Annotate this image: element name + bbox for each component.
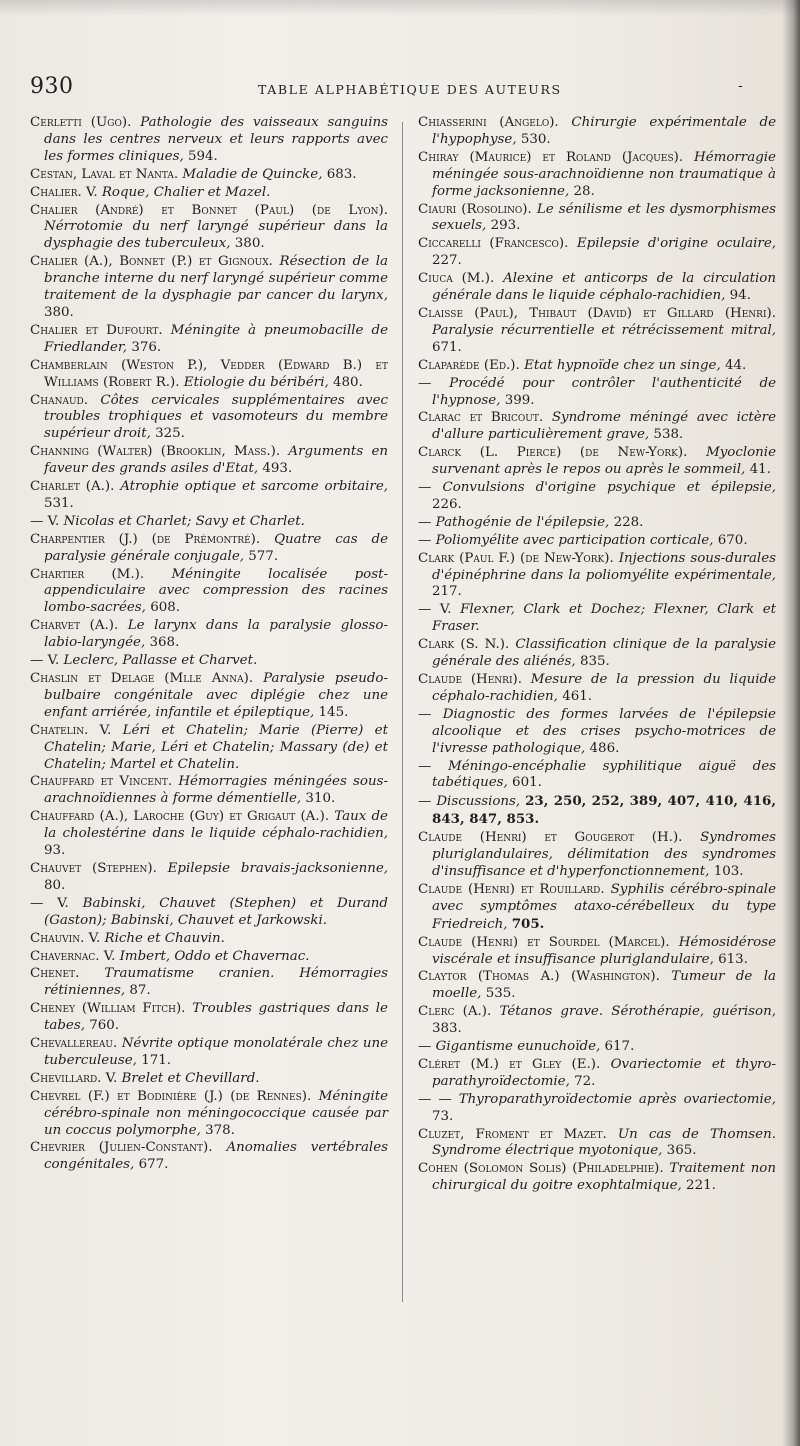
page-number: 930 [30, 74, 74, 99]
author-name: Chauvet (Stephen). [30, 860, 157, 876]
author-name: Chalier (André) et Bonnet (Paul) (de Lyon). [30, 202, 388, 218]
author-name: Chevrel (F.) et Bodinière (J.) (de Rennes). [30, 1088, 312, 1104]
work-title: Névrite optique monolatérale chez une tuberculeuse, [44, 1036, 388, 1068]
index-entry [30, 966, 388, 1000]
page-reference: 677. [138, 1157, 169, 1173]
work-title: Léri et Chatelin; Marie (Pierre) et Chatelin; Marie, Léri et Chatelin; Massary (de) et Chatelin; Martel et Chatelin. [44, 722, 388, 772]
index-entry [418, 1057, 776, 1091]
author-name: — [418, 514, 432, 530]
work-title: Syndrome méningé avec ictère d'allure particulièrement grave, [432, 410, 776, 443]
index-entry [30, 115, 388, 166]
index-entry [30, 358, 388, 392]
author-name: Chaslin et Delage (Mlle Anna). [30, 671, 254, 686]
header-marker: - [738, 78, 743, 94]
work-title: Poliomyélite avec participation corticale, [435, 532, 714, 548]
page-reference: 103. [713, 863, 744, 879]
author-name: — [418, 480, 432, 496]
page-reference: 93. [44, 843, 66, 859]
index-entry [30, 1036, 388, 1070]
work-title: Paralysie pseudo-bulbaire congénitale avec diplégie chez une enfant arriérée, infantile et épileptique, [44, 671, 388, 720]
author-name: Claparède (Ed.). [418, 357, 520, 373]
page-reference: 217. [432, 584, 462, 600]
work-title: Traitement non chirurgical du goitre exophtalmique, [432, 1161, 776, 1194]
index-entry [418, 445, 776, 479]
work-title: Arguments en faveur des grands asiles d'Etat, [44, 444, 388, 477]
work-title: Traumatisme cranien. Hémorragies rétiniennes, [44, 966, 389, 999]
index-entry [418, 1039, 776, 1056]
work-title: Classification clinique de la paralysie générale des aliénés, [432, 637, 776, 670]
work-title: Paralysie récurrentielle et rétrécissement mitral, [432, 322, 776, 338]
work-title: Syndromes pluriglandulaires, délimitation des syndromes d'insuffisance et d'hyperfonctionnement, [432, 830, 777, 879]
index-entry [30, 532, 388, 566]
index-entry [30, 479, 388, 513]
index-entry [30, 1071, 388, 1088]
index-entry [418, 551, 776, 602]
author-name: Chalier (A.), Bonnet (P.) et Gignoux. [30, 254, 273, 270]
index-entry [418, 410, 776, 444]
author-name: — — [418, 1091, 452, 1107]
page-reference: 376. [131, 339, 162, 355]
index-entry [30, 444, 388, 478]
index-entry [30, 514, 388, 531]
author-name: Ciccarelli (Francesco). [418, 236, 569, 252]
column-divider [402, 122, 403, 1302]
index-entry [418, 1004, 776, 1038]
author-name: Chatelin. V. [30, 722, 112, 738]
work-title: Epilepsie d'origine oculaire, [576, 236, 777, 252]
work-title: Injections sous-durales d'épinéphrine dans la poliomyélite expérimentale, [432, 550, 776, 583]
page-binding-edge [782, 0, 800, 1446]
author-name: — [418, 706, 432, 722]
work-title: Troubles gastriques dans le tabes, [44, 1001, 388, 1034]
index-entry [30, 653, 388, 670]
author-name: Cluzet, Froment et Mazet. [418, 1126, 607, 1142]
page-reference: 835. [579, 654, 610, 670]
index-entry [30, 203, 388, 254]
page-reference: 530. [520, 131, 551, 147]
index-entry [30, 618, 388, 652]
work-title: Chirurgie expérimentale de l'hypophyse, [432, 115, 777, 147]
author-name: Charvet (A.). [30, 618, 119, 634]
work-title: Ovariectomie et thyro-parathyroïdectomie, [432, 1056, 777, 1089]
index-entry [418, 515, 776, 532]
author-name: Clark (Paul F.) (de New-York). [418, 550, 614, 566]
work-title: Roque, Chalier et Mazel. [101, 184, 271, 200]
work-title: Résection de la branche interne du nerf laryngé supérieur comme traitement de la dysphagie par cancer du larynx, [44, 254, 388, 304]
index-entry [30, 723, 388, 774]
author-name: Charlet (A.). [30, 479, 115, 495]
author-name: Claisse (Paul), Thibaut (David) et Gillard (Henri). [418, 305, 776, 321]
page-reference: 368. [149, 635, 180, 651]
page-reference: 380. [44, 304, 74, 320]
author-name: Claude (Henri) et Gougerot (H.). [418, 830, 683, 846]
page-reference: 683. [326, 166, 357, 182]
page-reference: 325. [155, 426, 185, 442]
author-name: Chauvin. V. [30, 930, 101, 946]
left-column [30, 115, 388, 1175]
work-title: Brelet et Chevillard. [121, 1070, 260, 1086]
page-reference: 365. [666, 1143, 697, 1159]
author-name: Clarac et Bricout. [418, 410, 544, 426]
index-entry [418, 480, 776, 514]
author-name: Cerletti (Ugo). [30, 115, 132, 130]
work-title: Imbert, Oddo et Chavernac. [119, 948, 310, 964]
work-title: Thyroparathyroïdectomie après ovariectomie, [458, 1091, 776, 1107]
author-name: — [418, 758, 432, 774]
index-entry [418, 935, 776, 969]
index-entry [30, 774, 388, 808]
index-entry [418, 236, 776, 270]
work-title: Epilepsie bravais-jacksonienne, [167, 860, 388, 876]
work-title: Méningite cérébro-spinale non méningococcique causée par un coccus polymorphe, [44, 1088, 388, 1138]
work-title: Anomalies vertébrales congénitales, [44, 1140, 389, 1173]
work-title: Hémosidérose viscérale et insuffisance pluriglandulaire, [432, 934, 776, 967]
page-reference: 227. [432, 253, 462, 269]
author-name: — [418, 1039, 432, 1055]
page-reference: 601. [512, 775, 542, 791]
page-reference: 226. [432, 496, 462, 512]
index-entry [30, 931, 388, 948]
page-reference: 44. [724, 357, 747, 373]
page-reference: 221. [686, 1178, 716, 1194]
work-title: Discussions, [436, 794, 521, 810]
work-title: Taux de la cholestérine dans le liquide céphalo-rachidien, [44, 809, 388, 842]
index-entry [30, 896, 388, 930]
index-entry [418, 202, 776, 236]
page-reference: 705. [511, 915, 545, 932]
index-entry [30, 671, 388, 722]
author-name: Chauffard (A.), Laroche (Guy) et Grigaut (A.). [30, 809, 330, 825]
author-name: Chenet. [30, 966, 80, 982]
index-entry [418, 1161, 776, 1195]
index-entry [418, 637, 776, 671]
author-name: Claude (Henri) et Rouillard. [418, 881, 605, 897]
work-title: Flexner, Clark et Dochez; Flexner, Clark et Fraser. [432, 602, 776, 635]
index-entry [418, 1127, 776, 1161]
author-name: — V. [418, 602, 452, 618]
author-name: Cléret (M.) et Gley (E.). [418, 1056, 601, 1072]
author-name: Cohen (Solomon Solis) (Philadelphie). [418, 1161, 664, 1177]
page-reference: 531. [44, 495, 74, 511]
page-reference: 73. [432, 1108, 454, 1124]
author-name: Chevrier (Julien-Constant). [30, 1140, 213, 1156]
page-reference: 608. [150, 600, 181, 616]
index-entry [30, 861, 388, 895]
work-title: Babinski, Chauvet (Stephen) et Durand (Gaston); Babinski, Chauvet et Jarkowski. [44, 895, 388, 928]
page-reference: 72. [574, 1073, 596, 1089]
page-reference: 493. [262, 461, 293, 477]
author-name: Claytor (Thomas A.) (Washington). [418, 969, 660, 985]
index-entry [418, 533, 776, 550]
work-title: Quatre cas de paralysie générale conjugale, [44, 531, 388, 564]
index-entry [30, 809, 388, 860]
page-reference: 671. [432, 339, 462, 355]
page-reference: 461. [562, 688, 593, 704]
author-name: Charpentier (J.) (de Prémontré). [30, 531, 261, 547]
work-title: Maladie de Quincke, [182, 166, 323, 182]
page-reference: 577. [248, 548, 279, 564]
work-title: Côtes cervicales supplémentaires avec troubles trophiques et vasomoteurs du membre supérieur droit, [44, 392, 388, 442]
author-name: — V. [30, 895, 69, 911]
author-name: Cheney (William Fitch). [30, 1001, 186, 1017]
work-title: Méningite localisée post-appendiculaire avec compression des racines lombo-sacrées, [44, 566, 388, 616]
work-title: Tumeur de la moelle, [432, 969, 776, 1002]
index-entry [418, 672, 776, 706]
work-title: Etiologie du béribéri, [183, 374, 329, 390]
work-title: Nérrotomie du nerf laryngé supérieur dans la dysphagie des tuberculeux, [44, 219, 388, 252]
page-reference: 760. [89, 1018, 120, 1034]
author-name: Claude (Henri) et Sourdel (Marcel). [418, 934, 670, 950]
work-title: Syphilis cérébro-spinale avec symptômes ataxo-cérébelleux du type Friedreich, [432, 881, 777, 932]
index-entry [30, 567, 388, 618]
index-entry [418, 602, 776, 636]
work-title: Mesure de la pression du liquide céphalo-rachidien, [432, 672, 776, 704]
page-reference: 145. [318, 704, 349, 720]
author-name: Chavernac. V. [30, 948, 116, 964]
author-name: — [418, 794, 432, 810]
page-reference: 380. [234, 236, 265, 252]
page-top-shadow [0, 0, 800, 16]
work-title: Alexine et anticorps de la circulation générale dans le liquide céphalo-rachidien, [432, 271, 776, 304]
running-title: TABLE ALPHABÉTIQUE DES AUTEURS [258, 82, 562, 97]
page-reference: 28. [573, 183, 595, 199]
page-reference: 80. [44, 877, 66, 893]
work-title: Procédé pour contrôler l'authenticité de l'hypnose, [432, 375, 776, 408]
index-entry [418, 793, 776, 829]
work-title: Leclerc, Pallasse et Charvet. [63, 653, 258, 669]
author-name: Channing (Walter) (Brooklin, Mass.). [30, 444, 281, 460]
work-title: Riche et Chauvin. [104, 930, 225, 946]
work-title: Convulsions d'origine psychique et épilepsie, [442, 480, 776, 496]
author-name: — V. [30, 513, 60, 529]
page-reference: 310. [305, 791, 336, 807]
author-name: Chiray (Maurice) et Roland (Jacques). [418, 149, 684, 165]
page-reference: 617. [604, 1039, 635, 1055]
index-entry [418, 759, 776, 793]
index-entry [418, 1092, 776, 1126]
page-reference: 670. [717, 532, 748, 548]
page-reference: 613. [718, 951, 748, 967]
index-entry [418, 830, 776, 881]
work-title: Gigantisme eunuchoïde, [435, 1039, 601, 1055]
work-title: Pathogénie de l'épilepsie, [435, 514, 610, 530]
work-title: Myoclonie survenant après le repos ou après le sommeil, [432, 445, 776, 478]
index-entry [30, 949, 388, 966]
index-entry [30, 167, 388, 184]
work-title: Hémorragie méningée sous-arachnoïdienne non traumatique à forme jacksonienne, [432, 149, 776, 199]
index-entry [418, 969, 776, 1003]
page-reference: 23, 250, 252, 389, 407, 410, 416, 843, 847, 853. [432, 793, 776, 828]
index-entry [30, 1001, 388, 1035]
page-reference: 594. [188, 148, 218, 164]
page-reference: 378. [205, 1122, 235, 1138]
work-title: Le sénilisme et les dysmorphismes sexuels, [432, 201, 776, 234]
work-title: Le larynx dans la paralysie glosso-labio-laryngée, [44, 618, 388, 651]
author-name: Chalier. V. [30, 184, 98, 200]
page-reference: 87. [129, 983, 151, 999]
index-entry [418, 376, 776, 410]
author-name: Chiasserini (Angelo). [418, 115, 559, 130]
work-title: Hémorragies méningées sous-arachnoïdiennes à forme démentielle, [44, 774, 388, 807]
index-entry [30, 323, 388, 357]
page-reference: 538. [653, 427, 684, 443]
author-name: Chevallereau. [30, 1036, 118, 1052]
author-name: — [418, 532, 432, 548]
author-name: Chartier (M.). [30, 566, 145, 582]
work-title: Un cas de Thomsen. Syndrome électrique myotonique, [432, 1126, 776, 1159]
work-title: Méningo-encéphalie syphilitique aiguë des tabétiques, [432, 758, 776, 791]
page-reference: 228. [613, 514, 644, 530]
page-header [30, 74, 750, 104]
work-title: Pathologie des vaisseaux sanguins dans les centres nerveux et leurs rapports avec les formes cliniques, [44, 115, 388, 164]
index-entry [30, 1089, 388, 1140]
author-name: Claude (Henri). [418, 672, 522, 687]
page-reference: 94. [729, 288, 751, 304]
work-title: Atrophie optique et sarcome orbitaire, [120, 479, 389, 495]
index-entry [418, 882, 776, 934]
author-name: Chanaud. [30, 392, 89, 408]
index-entry [418, 306, 776, 357]
work-title: Tétanos grave. Sérothérapie, guérison, [499, 1004, 776, 1020]
index-entry [30, 393, 388, 444]
index-entry [418, 271, 776, 305]
author-name: Chamberlain (Weston P.), Vedder (Edward B.) et Williams (Robert R.). [30, 357, 388, 390]
author-name: Chevillard. V. [30, 1070, 118, 1086]
page-reference: 480. [333, 374, 363, 390]
author-name: Clarck (L. Pierce) (de New-York). [418, 445, 688, 461]
author-name: — [418, 375, 432, 391]
index-entry [30, 1140, 388, 1174]
author-name: — V. [30, 653, 60, 669]
index-entry [30, 185, 388, 202]
page-reference: 383. [432, 1021, 462, 1037]
index-entry [418, 150, 776, 201]
page-reference: 41. [749, 462, 771, 478]
work-title: Nicolas et Charlet; Savy et Charlet. [63, 513, 305, 529]
index-entry [418, 358, 776, 375]
index-entry [30, 254, 388, 322]
author-name: Chalier et Dufourt. [30, 322, 163, 338]
index-entry [418, 115, 776, 149]
right-column [418, 115, 776, 1196]
work-title: Etat hypnoïde chez un singe, [524, 357, 721, 373]
author-name: Chauffard et Vincent. [30, 774, 173, 790]
author-name: Cestan, Laval et Nanta. [30, 166, 179, 182]
author-name: Clark (S. N.). [418, 637, 510, 653]
page-reference: 293. [490, 218, 521, 234]
author-name: Clerc (A.). [418, 1004, 492, 1020]
page-reference: 535. [485, 986, 516, 1002]
work-title: Diagnostic des formes larvées de l'épilepsie alcoolique et des crises psycho-motrices de l'ivresse pathologique, [432, 706, 776, 756]
index-entry [418, 707, 776, 758]
page-reference: 486. [589, 740, 620, 756]
page-reference: 171. [141, 1052, 172, 1068]
page-reference: 399. [504, 392, 535, 408]
work-title: Méningite à pneumobacille de Friedlander, [44, 322, 389, 355]
author-name: Ciauri (Rosolino). [418, 201, 532, 217]
author-name: Ciuca (M.). [418, 271, 495, 287]
